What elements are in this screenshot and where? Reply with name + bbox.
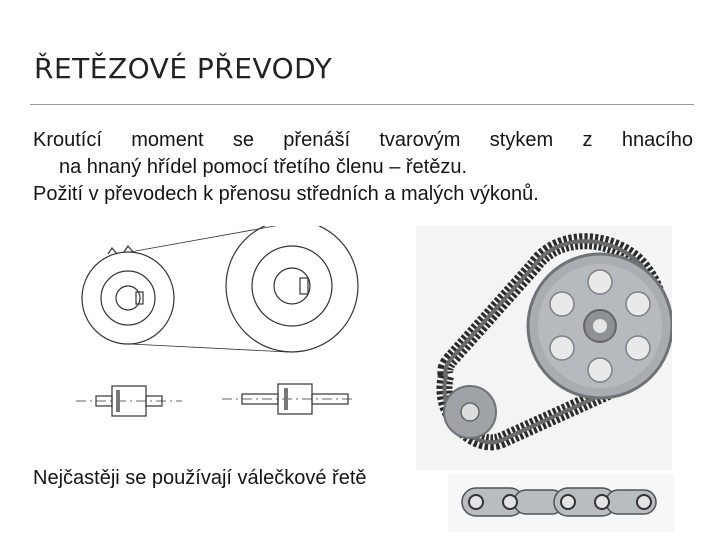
paragraph-usage-text: Požití v převodech k přenosu středních a malých výkonů. bbox=[33, 183, 539, 205]
roller-chain-photo-svg bbox=[448, 474, 674, 532]
technical-drawing-sprockets-svg bbox=[36, 226, 360, 432]
title-underline bbox=[30, 104, 694, 105]
chain-drive-photo bbox=[416, 226, 672, 470]
roller-chain-photo bbox=[448, 474, 674, 532]
paragraph-torque-line-2: na hnaný hřídel pomocí třetího členu – řetězu. bbox=[59, 156, 468, 178]
paragraph-usage bbox=[33, 181, 693, 208]
paragraph-torque-line-1: Kroutící moment se přenáší tvarovým stykem z hnacího bbox=[33, 129, 693, 151]
chain-drive-photo-svg bbox=[416, 226, 672, 470]
technical-drawing-sprockets bbox=[36, 226, 360, 432]
slide-body bbox=[33, 127, 693, 208]
slide-title: ŘETĚZOVÉ PŘEVODY bbox=[34, 52, 333, 85]
roller-chain-note: Nejčastěji se používají válečkové řetě bbox=[33, 467, 367, 489]
paragraph-torque bbox=[33, 127, 693, 181]
